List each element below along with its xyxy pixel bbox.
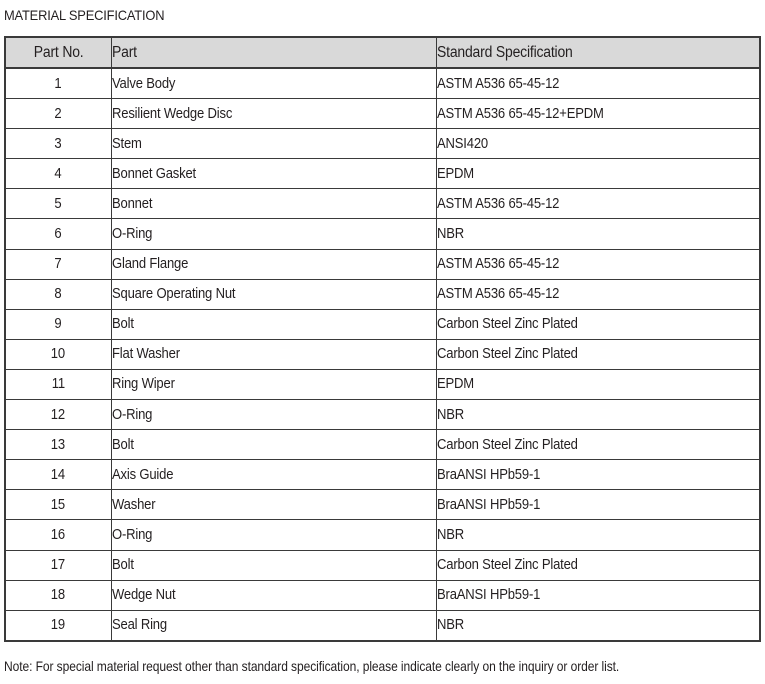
cell-part: Seal Ring bbox=[111, 610, 436, 641]
cell-part: Bonnet Gasket bbox=[111, 159, 436, 189]
header-part: Part bbox=[111, 37, 436, 68]
table-row bbox=[5, 430, 760, 460]
cell-part-no: 8 bbox=[5, 279, 111, 309]
cell-part-no: 10 bbox=[5, 339, 111, 369]
cell-part: O-Ring bbox=[111, 520, 436, 550]
table-row bbox=[5, 189, 760, 219]
cell-part-no: 15 bbox=[5, 490, 111, 520]
table-body bbox=[5, 68, 760, 641]
cell-standard-specification: ASTM A536 65-45-12 bbox=[436, 68, 760, 99]
cell-part-no: 19 bbox=[5, 610, 111, 641]
cell-standard-specification: EPDM bbox=[436, 159, 760, 189]
cell-part: Flat Washer bbox=[111, 339, 436, 369]
cell-standard-specification: ANSI420 bbox=[436, 129, 760, 159]
cell-part: Bonnet bbox=[111, 189, 436, 219]
cell-part: Bolt bbox=[111, 309, 436, 339]
cell-part: Square Operating Nut bbox=[111, 279, 436, 309]
cell-standard-specification: BraANSI HPb59-1 bbox=[436, 460, 760, 490]
cell-part-no: 13 bbox=[5, 430, 111, 460]
cell-part: Washer bbox=[111, 490, 436, 520]
table-row bbox=[5, 309, 760, 339]
header-standard-specification: Standard Specification bbox=[436, 37, 760, 68]
cell-part-no: 9 bbox=[5, 309, 111, 339]
document-title: MATERIAL SPECIFICATION bbox=[4, 7, 165, 23]
footnote: Note: For special material request other than standard specification, please indicate clearly on the inquiry or order list. bbox=[4, 658, 620, 674]
table-header-row bbox=[5, 37, 760, 68]
cell-part-no: 6 bbox=[5, 219, 111, 249]
cell-part-no: 5 bbox=[5, 189, 111, 219]
cell-part: Axis Guide bbox=[111, 460, 436, 490]
material-spec-table bbox=[4, 36, 761, 642]
table-row bbox=[5, 68, 760, 99]
table-row bbox=[5, 580, 760, 610]
cell-standard-specification: EPDM bbox=[436, 369, 760, 399]
cell-part: Valve Body bbox=[111, 68, 436, 99]
cell-part-no: 11 bbox=[5, 369, 111, 399]
cell-part-no: 7 bbox=[5, 249, 111, 279]
cell-part-no: 14 bbox=[5, 460, 111, 490]
cell-part: Stem bbox=[111, 129, 436, 159]
cell-part-no: 2 bbox=[5, 99, 111, 129]
cell-part-no: 18 bbox=[5, 580, 111, 610]
table-row bbox=[5, 159, 760, 189]
cell-part-no: 3 bbox=[5, 129, 111, 159]
cell-standard-specification: NBR bbox=[436, 520, 760, 550]
table-row bbox=[5, 460, 760, 490]
cell-standard-specification: NBR bbox=[436, 400, 760, 430]
cell-part: Gland Flange bbox=[111, 249, 436, 279]
cell-standard-specification: Carbon Steel Zinc Plated bbox=[436, 550, 760, 580]
cell-standard-specification: Carbon Steel Zinc Plated bbox=[436, 309, 760, 339]
cell-part: Ring Wiper bbox=[111, 369, 436, 399]
cell-standard-specification: NBR bbox=[436, 610, 760, 641]
cell-part: O-Ring bbox=[111, 219, 436, 249]
cell-part: Bolt bbox=[111, 430, 436, 460]
cell-standard-specification: ASTM A536 65-45-12 bbox=[436, 249, 760, 279]
table-row bbox=[5, 249, 760, 279]
table-row bbox=[5, 490, 760, 520]
table-row bbox=[5, 550, 760, 580]
cell-standard-specification: Carbon Steel Zinc Plated bbox=[436, 430, 760, 460]
cell-part-no: 17 bbox=[5, 550, 111, 580]
cell-standard-specification: BraANSI HPb59-1 bbox=[436, 580, 760, 610]
cell-standard-specification: ASTM A536 65-45-12+EPDM bbox=[436, 99, 760, 129]
cell-part: Wedge Nut bbox=[111, 580, 436, 610]
cell-standard-specification: ASTM A536 65-45-12 bbox=[436, 279, 760, 309]
cell-part-no: 4 bbox=[5, 159, 111, 189]
table-row bbox=[5, 129, 760, 159]
table-row bbox=[5, 279, 760, 309]
cell-part-no: 12 bbox=[5, 400, 111, 430]
table-row bbox=[5, 520, 760, 550]
header-part-no: Part No. bbox=[5, 37, 111, 68]
cell-standard-specification: ASTM A536 65-45-12 bbox=[436, 189, 760, 219]
cell-part-no: 1 bbox=[5, 68, 111, 99]
cell-standard-specification: BraANSI HPb59-1 bbox=[436, 490, 760, 520]
cell-part: O-Ring bbox=[111, 400, 436, 430]
table-row bbox=[5, 400, 760, 430]
cell-part: Bolt bbox=[111, 550, 436, 580]
cell-standard-specification: NBR bbox=[436, 219, 760, 249]
table-row bbox=[5, 339, 760, 369]
table-row bbox=[5, 610, 760, 641]
table-row bbox=[5, 219, 760, 249]
cell-part-no: 16 bbox=[5, 520, 111, 550]
cell-standard-specification: Carbon Steel Zinc Plated bbox=[436, 339, 760, 369]
cell-part: Resilient Wedge Disc bbox=[111, 99, 436, 129]
table-row bbox=[5, 369, 760, 399]
table-row bbox=[5, 99, 760, 129]
